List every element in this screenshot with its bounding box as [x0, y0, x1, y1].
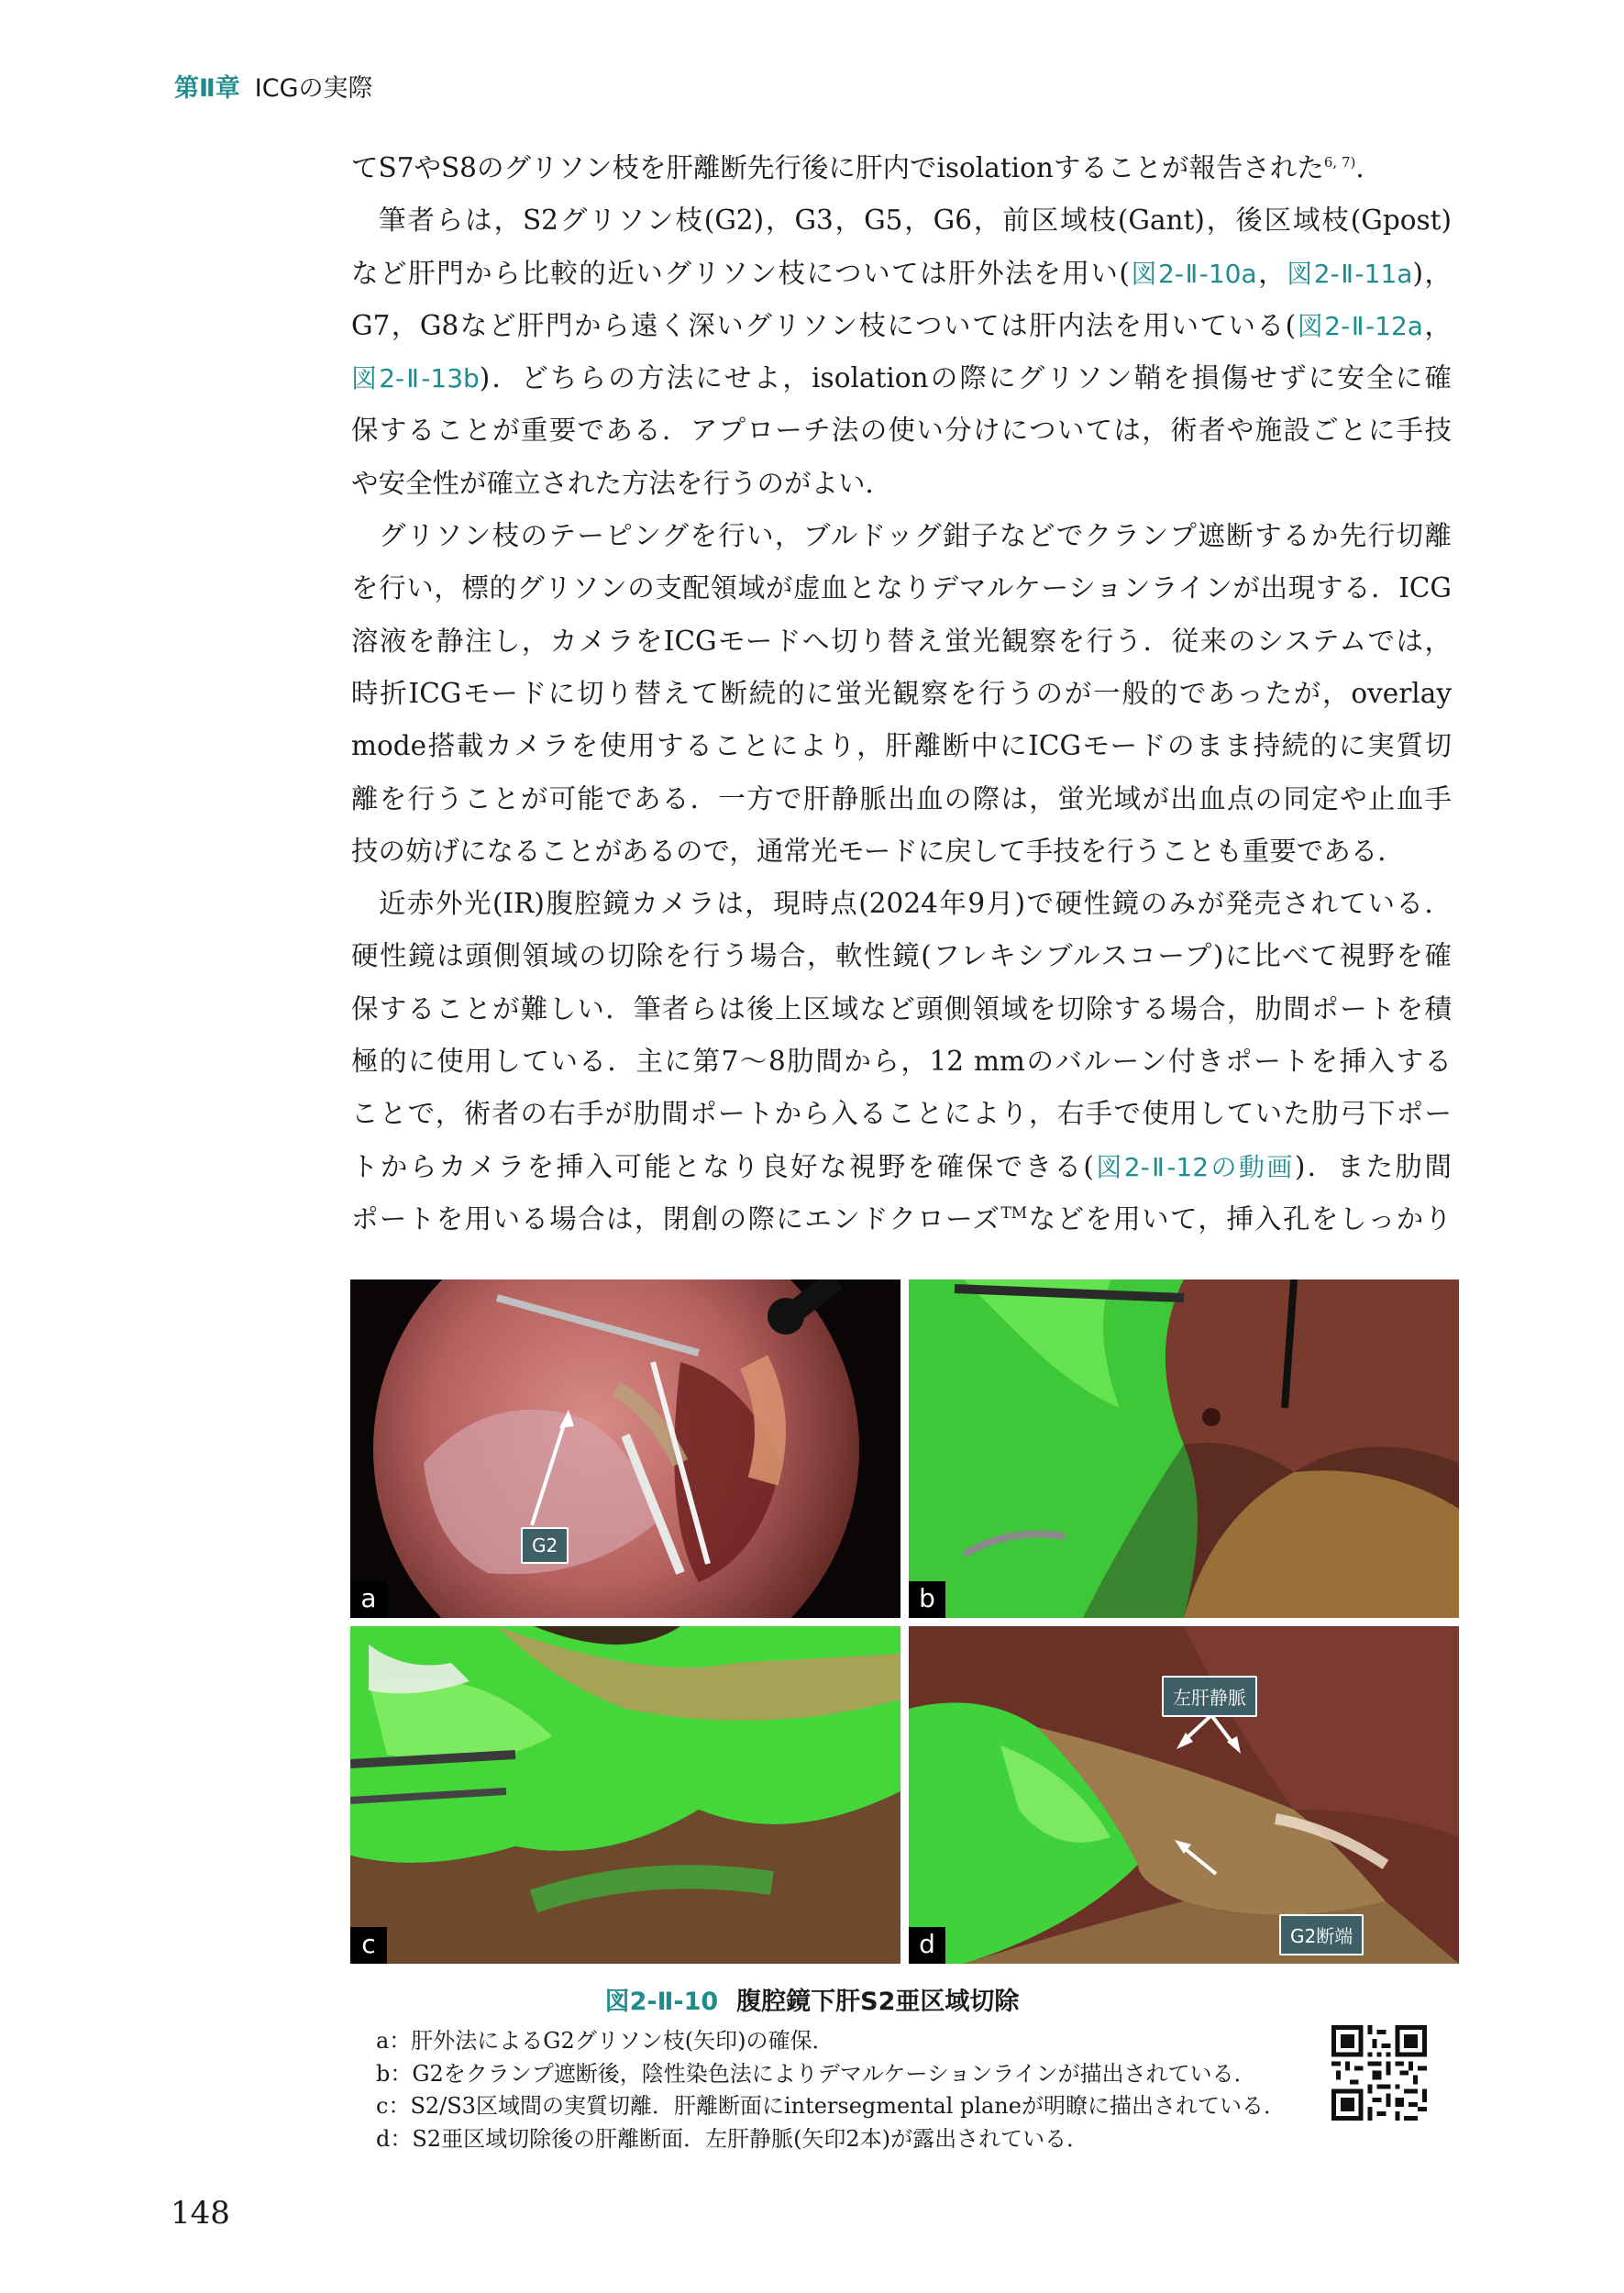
legend-item: d：S2亜区域切除後の肝離断面．左肝静脈(矢印2本)が露出されている．	[376, 2125, 1089, 2152]
panel-label-a: a	[350, 1581, 387, 1618]
paragraph-line: 離を行うことが可能である．一方で肝静脈出血の際は，蛍光域が出血点の同定や止血手	[351, 782, 1452, 814]
body-text	[351, 142, 1452, 1246]
paragraph-line: 保することが難しい．筆者らは後上区域など頭側領域を切除する場合，肋間ポートを積	[351, 992, 1452, 1025]
running-header	[174, 68, 373, 104]
paragraph-line: ポートを用いる場合は，閉創の際にエンドクローズ™などを用いて，挿入孔をしっかり	[351, 1202, 1452, 1235]
figure-link[interactable]: 図2-Ⅱ-12a	[1296, 310, 1423, 341]
paragraph-line: など肝門から比較的近いグリソン枝については肝外法を用い(図2-Ⅱ-10a，図2-Ⅱ-11a)，	[351, 257, 1452, 289]
figure-panel-b	[909, 1279, 1459, 1618]
annotation-label-left-hepatic-vein: 左肝静脈	[1162, 1676, 1257, 1717]
paragraph-line: 近赤外光(IR)腹腔鏡カメラは，現時点(2024年9月)で硬性鏡のみが発売されている．	[379, 888, 1452, 920]
paragraph-line: 極的に使用している．主に第7～8肋間から，12 mmのバルーン付きポートを挿入する	[351, 1046, 1452, 1078]
chapter-label: 第Ⅱ章	[174, 74, 240, 103]
figure-link[interactable]: 図2-Ⅱ-13b	[351, 363, 480, 394]
paragraph-line: 技の妨げになることがあるので，通常光モードに戻して手技を行うことも重要である．	[351, 835, 1405, 867]
page-number: 148	[171, 2195, 230, 2232]
figure-caption-title	[0, 1981, 1624, 2017]
paragraph-line: てS7やS8のグリソン枝を肝離断先行後に肝内でisolationすることが報告された$^{6, 7)}$.	[351, 152, 1364, 183]
figure-panel-c	[350, 1626, 900, 1964]
paragraph-line: 溶液を静注し，カメラをICGモードへ切り替え蛍光観察を行う．従来のシステムでは，	[351, 625, 1452, 657]
legend-item: c：S2/S3区域間の実質切離．肝離断面にintersegmental planeが明瞭に描出されている．	[376, 2093, 1286, 2119]
legend-item: b：G2をクランプ遮断後，陰性染色法によりデマルケーションラインが描出されている．	[376, 2060, 1256, 2087]
figure-link[interactable]: 図2-Ⅱ-10a	[1129, 258, 1257, 289]
paragraph-line: G7，G8など肝門から遠く深いグリソン枝については肝内法を用いている(図2-Ⅱ-12a，	[351, 309, 1453, 341]
figure-link[interactable]: 図2-Ⅱ-11a	[1287, 258, 1413, 289]
figure-panel-d	[909, 1626, 1459, 1964]
paragraph-line: 硬性鏡は頭側領域の切除を行う場合，軟性鏡(フレキシブルスコープ)に比べて視野を確	[351, 940, 1452, 972]
paragraph-line: mode搭載カメラを使用することにより，肝離断中にICGモードのまま持続的に実質切	[351, 730, 1452, 762]
trademark-superscript: TM	[1000, 1204, 1028, 1224]
paragraph-line: 保することが重要である．アプローチ法の使い分けについては，術者や施設ごとに手技	[351, 415, 1452, 447]
paragraph-line: グリソン枝のテーピングを行い，ブルドッグ鉗子などでクランプ遮断するか先行切離	[379, 520, 1452, 552]
paragraph-line: を行い，標的グリソンの支配領域が虚血となりデマルケーションラインが出現する．ICG	[351, 572, 1452, 604]
panel-label-c: c	[350, 1927, 387, 1964]
qr-code-icon[interactable]	[1331, 2025, 1427, 2121]
annotation-label-g2-stump: G2断端	[1279, 1914, 1364, 1955]
figure-legend	[376, 2025, 1286, 2155]
legend-item: a：肝外法によるG2グリソン枝(矢印)の確保．	[376, 2028, 834, 2054]
annotation-label-g2: G2	[521, 1527, 569, 1564]
paragraph-line: や安全性が確立された方法を行うのがよい．	[351, 467, 893, 499]
chapter-title: ICGの実際	[254, 74, 373, 103]
endoscopic-image-b	[909, 1279, 1459, 1618]
panel-label-d: d	[909, 1927, 945, 1964]
figure-panel-a	[350, 1279, 900, 1618]
endoscopic-image-a	[350, 1279, 900, 1618]
citation-superscript: 6, 7)	[1323, 154, 1356, 172]
paragraph-line: 図2-Ⅱ-13b)．どちらの方法にせよ，isolationの際にグリソン鞘を損傷せずに安全に確	[351, 362, 1452, 394]
paragraph-line: ことで，術者の右手が肋間ポートから入ることにより，右手で使用していた肋弓下ポー	[351, 1098, 1452, 1130]
paragraph-line: 時折ICGモードに切り替えて断続的に蛍光観察を行うのが一般的であったが，overlay	[351, 677, 1452, 709]
panel-label-b: b	[909, 1581, 945, 1618]
paragraph-line: 筆者らは，S2グリソン枝(G2)，G3，G5，G6，前区域枝(Gant)，後区域枝(Gpost)	[379, 205, 1452, 237]
figure-title: 腹腔鏡下肝S2亜区域切除	[736, 1988, 1020, 2016]
figure-2-2-10	[350, 1279, 1459, 1964]
figure-number: 図2-Ⅱ-10	[604, 1988, 719, 2016]
paragraph-line: トからカメラを挿入可能となり良好な視野を確保できる(図2-Ⅱ-12の動画)．また肋間	[351, 1150, 1452, 1182]
endoscopic-image-c	[350, 1626, 900, 1964]
figure-video-link[interactable]: 図2-Ⅱ-12の動画	[1093, 1151, 1295, 1182]
